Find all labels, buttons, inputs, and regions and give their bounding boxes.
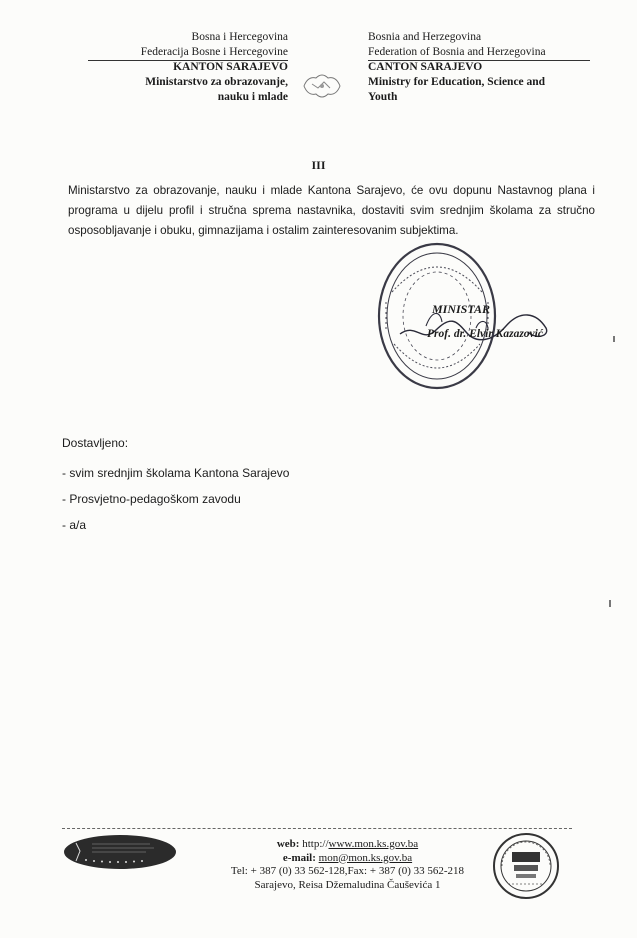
ministry-footer-logo — [62, 833, 178, 871]
web-label: web: — [276, 838, 300, 850]
margin-mark — [609, 600, 611, 607]
section-number: III — [311, 158, 326, 172]
letterhead-local — [88, 30, 288, 105]
ministry-name-english-1: Ministry for Education, Science and — [368, 76, 546, 88]
ministry-name-english-2: Youth — [368, 91, 398, 103]
footer-rule — [62, 828, 572, 829]
footer-contact-block — [185, 838, 510, 892]
signatory-title: MINISTAR — [432, 302, 491, 316]
footer-email-line — [185, 852, 510, 866]
footer-address-line: Sarajevo, Reisa Džemaludina Čauševića 1 — [254, 878, 441, 891]
tuv-cert-seal — [492, 832, 560, 900]
letterhead-english — [368, 30, 608, 105]
body-paragraph: Ministarstvo za obrazovanje, nauku i mlade Kantona Sarajevo, će ovu dopunu Nastavnog plana i programa u dijelu profil i stručna sprema nastavnika, dostaviti svim srednjim školama za stručno osposobljavanje i obuku, gimnazijama i ostalim zainteresovanim subjektima. — [68, 184, 595, 237]
ministry-name-local-2: nauku i mlade — [217, 91, 288, 103]
ministry-name-local-1: Ministarstvo za obrazovanje, — [145, 76, 288, 88]
footer-phone-line: Tel: + 387 (0) 33 562-128,Fax: + 387 (0) 33 562-218 — [230, 865, 465, 877]
email-link[interactable]: mon@mon.ks.gov.ba — [318, 851, 413, 864]
federation-name-local: Federacija Bosne i Hercegovine — [140, 46, 288, 58]
footer-web-line — [185, 838, 510, 852]
letterhead-rule-right — [368, 60, 590, 61]
recipient-item: - svim srednjim školama Kantona Sarajevo — [62, 466, 290, 480]
letterhead-rule-left — [88, 60, 288, 61]
delivered-to-heading: Dostavljeno: — [62, 436, 129, 450]
recipient-list — [62, 465, 289, 543]
website-link[interactable]: www.mon.ks.gov.ba — [328, 838, 419, 850]
email-label: e-mail: — [282, 851, 316, 864]
recipient-item: - a/a — [62, 518, 87, 532]
canton-crest-icon — [298, 68, 346, 104]
margin-mark — [613, 336, 615, 342]
canton-name-english: CANTON SARAJEVO — [368, 61, 483, 73]
signatory-name: Prof. dr. Elvir Kazazović — [427, 328, 543, 340]
recipient-item: - Prosvjetno-pedagoškom zavodu — [62, 492, 241, 506]
handwritten-signature-icon — [396, 292, 556, 352]
country-name-english: Bosnia and Herzegovina — [368, 31, 482, 43]
country-name-local: Bosna i Hercegovina — [191, 31, 288, 43]
federation-name-english: Federation of Bosnia and Herzegovina — [368, 46, 546, 58]
web-prefix: http:// — [302, 838, 329, 850]
canton-name-local: KANTON SARAJEVO — [173, 61, 288, 73]
